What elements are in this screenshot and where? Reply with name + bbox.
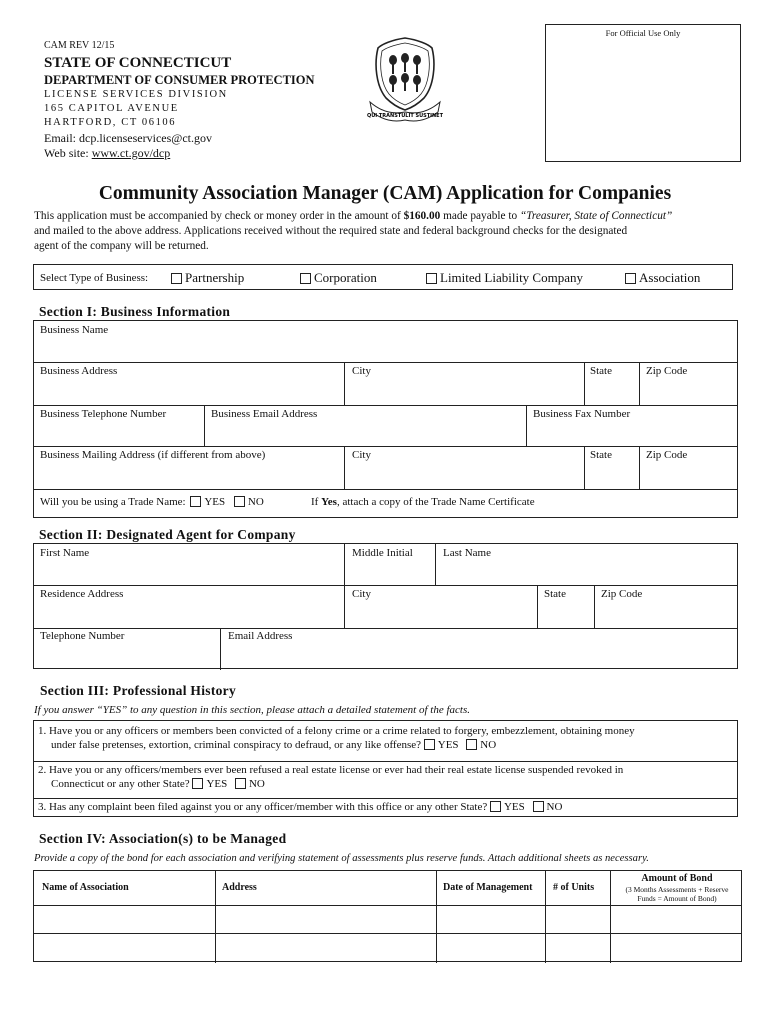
trade-note-bold: Yes bbox=[321, 496, 337, 508]
business-address-field[interactable]: Business Address bbox=[40, 365, 118, 377]
associations-table bbox=[33, 870, 742, 962]
seal-motto-ribbon: QUI TRANSTULIT SUSTINET bbox=[366, 113, 444, 119]
option-corporation[interactable] bbox=[300, 270, 377, 286]
section-2-table bbox=[33, 543, 738, 669]
question-3-text: 3. Has any complaint been filed against you or any officer/member with this office or any other State? bbox=[38, 801, 488, 813]
col-num-units: # of Units bbox=[553, 882, 595, 893]
trade-yes-checkbox[interactable] bbox=[190, 496, 201, 507]
trade-name-label: Will you be using a Trade Name: bbox=[40, 496, 186, 508]
agent-city-field[interactable]: City bbox=[352, 588, 371, 600]
option-association-label: Association bbox=[639, 270, 701, 285]
col-name-of-association: Name of Association bbox=[42, 882, 129, 893]
col-amount-of-bond bbox=[611, 873, 743, 903]
q1-yes-checkbox[interactable] bbox=[424, 739, 435, 750]
business-city-field[interactable]: City bbox=[352, 365, 371, 377]
contact-email: Email: dcp.licenseservices@ct.gov bbox=[44, 131, 212, 145]
q3-yes-label: YES bbox=[503, 801, 525, 813]
q3-no-label: NO bbox=[546, 801, 563, 813]
row-1-address-cell[interactable] bbox=[216, 906, 436, 933]
q2-yes-label: YES bbox=[206, 778, 228, 790]
agent-email-field[interactable]: Email Address bbox=[228, 630, 293, 642]
question-2-line-1: 2. Have you or any officers/members ever been refused a real estate license or ever had their real estate license suspended revoked in bbox=[38, 764, 624, 776]
bond-note-1: (3 Months Assessments + Reserve bbox=[625, 885, 729, 894]
option-association[interactable] bbox=[625, 270, 700, 286]
option-partnership-label: Partnership bbox=[185, 270, 245, 285]
question-1-text: under false pretenses, extortion, criminal conspiracy to defraud, or any like offense? bbox=[51, 739, 421, 751]
agent-residence-field[interactable]: Residence Address bbox=[40, 588, 124, 600]
col-amount-of-bond-label: Amount of Bond bbox=[641, 873, 713, 884]
official-use-box bbox=[545, 24, 741, 162]
website-prefix: Web site: bbox=[44, 146, 92, 160]
q3-no-checkbox[interactable] bbox=[533, 801, 544, 812]
business-email-field[interactable]: Business Email Address bbox=[211, 408, 318, 420]
option-llc-label: Limited Liability Company bbox=[440, 270, 583, 285]
agent-telephone-field[interactable]: Telephone Number bbox=[40, 630, 125, 642]
agent-first-name-field[interactable]: First Name bbox=[40, 547, 90, 559]
trade-no-label: NO bbox=[247, 496, 264, 508]
website-line bbox=[44, 146, 170, 161]
option-corporation-label: Corporation bbox=[314, 270, 377, 285]
mailing-state-field[interactable]: State bbox=[590, 449, 612, 461]
checkbox-corporation[interactable] bbox=[300, 273, 311, 284]
street-address: 165 CAPITOL AVENUE bbox=[44, 103, 179, 114]
intro-text-2: made payable to bbox=[440, 210, 520, 222]
section-2-title: Section II: Designated Agent for Company bbox=[39, 527, 296, 542]
q2-no-checkbox[interactable] bbox=[235, 778, 246, 789]
checkbox-association[interactable] bbox=[625, 273, 636, 284]
bond-note-2: Funds = Amount of Bond) bbox=[637, 894, 717, 903]
division-name: LICENSE SERVICES DIVISION bbox=[44, 89, 228, 100]
trade-name-note bbox=[311, 496, 535, 508]
q2-no-label: NO bbox=[248, 778, 265, 790]
state-seal-logo bbox=[366, 34, 444, 124]
fee-amount: $160.00 bbox=[403, 210, 441, 222]
question-1-line-1: 1. Have you or any officers or members been convicted of a felony crime or a crime related to forgery, embezzlement, obtaining money bbox=[38, 725, 635, 737]
row-2-name-cell[interactable] bbox=[34, 934, 215, 962]
mailing-city-field[interactable]: City bbox=[352, 449, 371, 461]
question-3-line bbox=[38, 801, 562, 813]
trade-no-checkbox[interactable] bbox=[234, 496, 245, 507]
intro-line-2: and mailed to the above address. Applications received without the required state and federal background checks for the designated bbox=[34, 225, 628, 237]
question-2-text: Connecticut or any other State? bbox=[51, 778, 190, 790]
trade-yes-label: YES bbox=[204, 496, 226, 508]
state-name: STATE OF CONNECTICUT bbox=[44, 55, 232, 71]
row-1-name-cell[interactable] bbox=[34, 906, 215, 933]
form-revision: CAM REV 12/15 bbox=[44, 40, 115, 51]
section-4-instructions: Provide a copy of the bond for each association and verifying statement of assessments plus reserve funds. Attach additional sheets as necessary. bbox=[34, 853, 649, 864]
trade-name-question bbox=[40, 496, 264, 508]
question-1-line-2 bbox=[51, 739, 496, 751]
agent-state-field[interactable]: State bbox=[544, 588, 566, 600]
row-2-address-cell[interactable] bbox=[216, 934, 436, 962]
agent-zip-field[interactable]: Zip Code bbox=[601, 588, 643, 600]
intro-line-3: agent of the company will be returned. bbox=[34, 240, 209, 252]
checkbox-llc[interactable] bbox=[426, 273, 437, 284]
official-use-label: For Official Use Only bbox=[605, 28, 681, 38]
section-3-title: Section III: Professional History bbox=[40, 683, 237, 698]
checkbox-partnership[interactable] bbox=[171, 273, 182, 284]
q2-yes-checkbox[interactable] bbox=[192, 778, 203, 789]
department-name: DEPARTMENT OF CONSUMER PROTECTION bbox=[44, 73, 315, 87]
q3-yes-checkbox[interactable] bbox=[490, 801, 501, 812]
business-zip-field[interactable]: Zip Code bbox=[646, 365, 688, 377]
section-3-table bbox=[33, 720, 738, 817]
intro-line-1 bbox=[34, 210, 672, 222]
section-1-title: Section I: Business Information bbox=[39, 304, 231, 319]
col-address: Address bbox=[222, 882, 257, 893]
intro-text-1: This application must be accompanied by check or money order in the amount of bbox=[34, 210, 404, 222]
trade-note-post: , attach a copy of the Trade Name Certificate bbox=[336, 496, 535, 508]
mailing-zip-field[interactable]: Zip Code bbox=[646, 449, 688, 461]
q1-yes-label: YES bbox=[437, 739, 459, 751]
payee: “Treasurer, State of Connecticut” bbox=[519, 210, 673, 222]
business-name-field[interactable]: Business Name bbox=[40, 324, 109, 336]
question-2-line-2 bbox=[51, 778, 265, 790]
trade-note-pre: If bbox=[311, 496, 322, 508]
business-type-row bbox=[33, 264, 733, 290]
q1-no-label: NO bbox=[480, 739, 497, 751]
agent-middle-initial-field[interactable]: Middle Initial bbox=[352, 547, 413, 559]
business-fax-field[interactable]: Business Fax Number bbox=[533, 408, 631, 420]
section-1-table bbox=[33, 320, 738, 518]
business-type-label: Select Type of Business: bbox=[40, 272, 149, 284]
section-3-instructions: If you answer “YES” to any question in this section, please attach a detailed statement of the facts. bbox=[34, 704, 470, 716]
agent-last-name-field[interactable]: Last Name bbox=[443, 547, 491, 559]
col-date-of-management: Date of Management bbox=[443, 882, 533, 893]
website-link[interactable]: www.ct.gov/dcp bbox=[91, 146, 171, 160]
business-telephone-field[interactable]: Business Telephone Number bbox=[40, 408, 167, 420]
mailing-address-field[interactable]: Business Mailing Address (if different from above) bbox=[40, 449, 266, 461]
page-title: Community Association Manager (CAM) Application for Companies bbox=[98, 183, 672, 204]
city-address: HARTFORD, CT 06106 bbox=[44, 117, 177, 128]
section-4-title: Section IV: Association(s) to be Managed bbox=[39, 831, 287, 846]
business-state-field[interactable]: State bbox=[590, 365, 612, 377]
q1-no-checkbox[interactable] bbox=[466, 739, 477, 750]
option-llc[interactable] bbox=[426, 270, 583, 286]
option-partnership[interactable] bbox=[171, 270, 244, 286]
